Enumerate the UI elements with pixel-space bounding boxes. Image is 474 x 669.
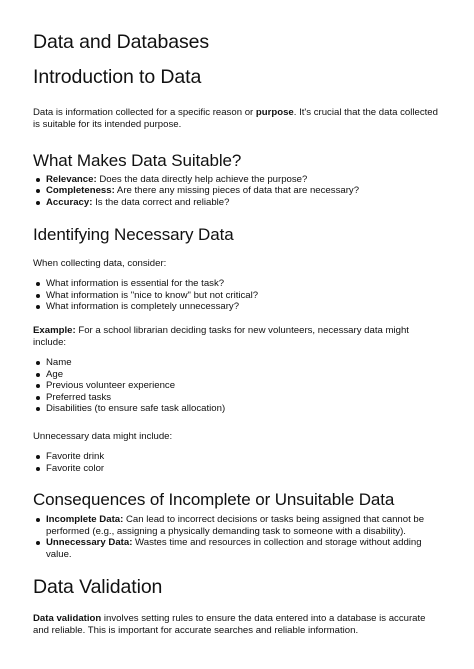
example-paragraph [33, 325, 443, 349]
list-item [46, 537, 443, 560]
page-title: Data and Databases [33, 31, 209, 53]
validation-term: Data validation [33, 612, 102, 624]
list-item-term: Incomplete Data: [46, 514, 124, 526]
consider-list [33, 278, 443, 312]
list-item: Previous volunteer experience [46, 380, 443, 391]
intro-term-purpose: purpose [255, 107, 294, 118]
document-page [33, 30, 443, 637]
list-item [46, 514, 443, 537]
list-item [46, 174, 443, 185]
necessary-heading: Identifying Necessary Data [33, 225, 234, 245]
list-item: Favorite color [46, 463, 443, 474]
consequences-list [33, 514, 443, 560]
list-item: Favorite drink [46, 451, 443, 462]
suitable-list [33, 174, 443, 208]
example-text: For a school librarian deciding tasks for new volunteers, necessary data might include: [33, 325, 409, 349]
consequences-heading: Consequences of Incomplete or Unsuitable Data [33, 490, 395, 510]
list-item-term: Accuracy: [46, 196, 93, 208]
validation-text: involves setting rules to ensure the data entered into a database is accurate and reliable. This is important for accurate searches and reliable information. [33, 612, 426, 636]
list-item-term: Unnecessary Data: [46, 537, 133, 549]
list-item-text: Wastes time and resources in collection and storage without adding value. [46, 537, 422, 560]
validation-heading: Data Validation [33, 575, 163, 598]
list-item: What information is completely unnecessary? [46, 301, 443, 312]
consider-paragraph: When collecting data, consider: [33, 258, 167, 270]
intro-heading: Introduction to Data [33, 66, 202, 88]
unnecessary-list [33, 451, 443, 474]
intro-text-c: . It's crucial that the data collected is suitable for its intended purpose. [33, 107, 438, 130]
list-item: Name [46, 357, 443, 368]
list-item [46, 185, 443, 196]
unnecessary-paragraph: Unnecessary data might include: [33, 431, 173, 443]
intro-paragraph [33, 107, 443, 131]
list-item: What information is essential for the task? [46, 278, 443, 289]
list-item-term: Completeness: [46, 185, 115, 197]
list-item: Age [46, 369, 443, 380]
list-item: Disabilities (to ensure safe task allocation) [46, 403, 443, 414]
list-item-text: Can lead to incorrect decisions or tasks being assigned that cannot be performed (e.g., assigning a physically demanding task to someone with a disability). [46, 514, 425, 537]
list-item-text: Is the data correct and reliable? [92, 196, 230, 208]
list-item-text: Are there any missing pieces of data that are necessary? [114, 185, 360, 197]
validation-paragraph [33, 613, 443, 637]
intro-text-a: Data is information collected for a specific reason or [33, 107, 256, 118]
list-item [46, 197, 443, 208]
example-list [33, 357, 443, 414]
list-item: What information is "nice to know" but not critical? [46, 290, 443, 301]
suitable-heading: What Makes Data Suitable? [33, 151, 242, 170]
list-item: Preferred tasks [46, 392, 443, 403]
list-item-text: Does the data directly help achieve the purpose? [96, 174, 308, 185]
list-item-term: Relevance: [46, 174, 97, 185]
example-term: Example: [33, 325, 76, 337]
